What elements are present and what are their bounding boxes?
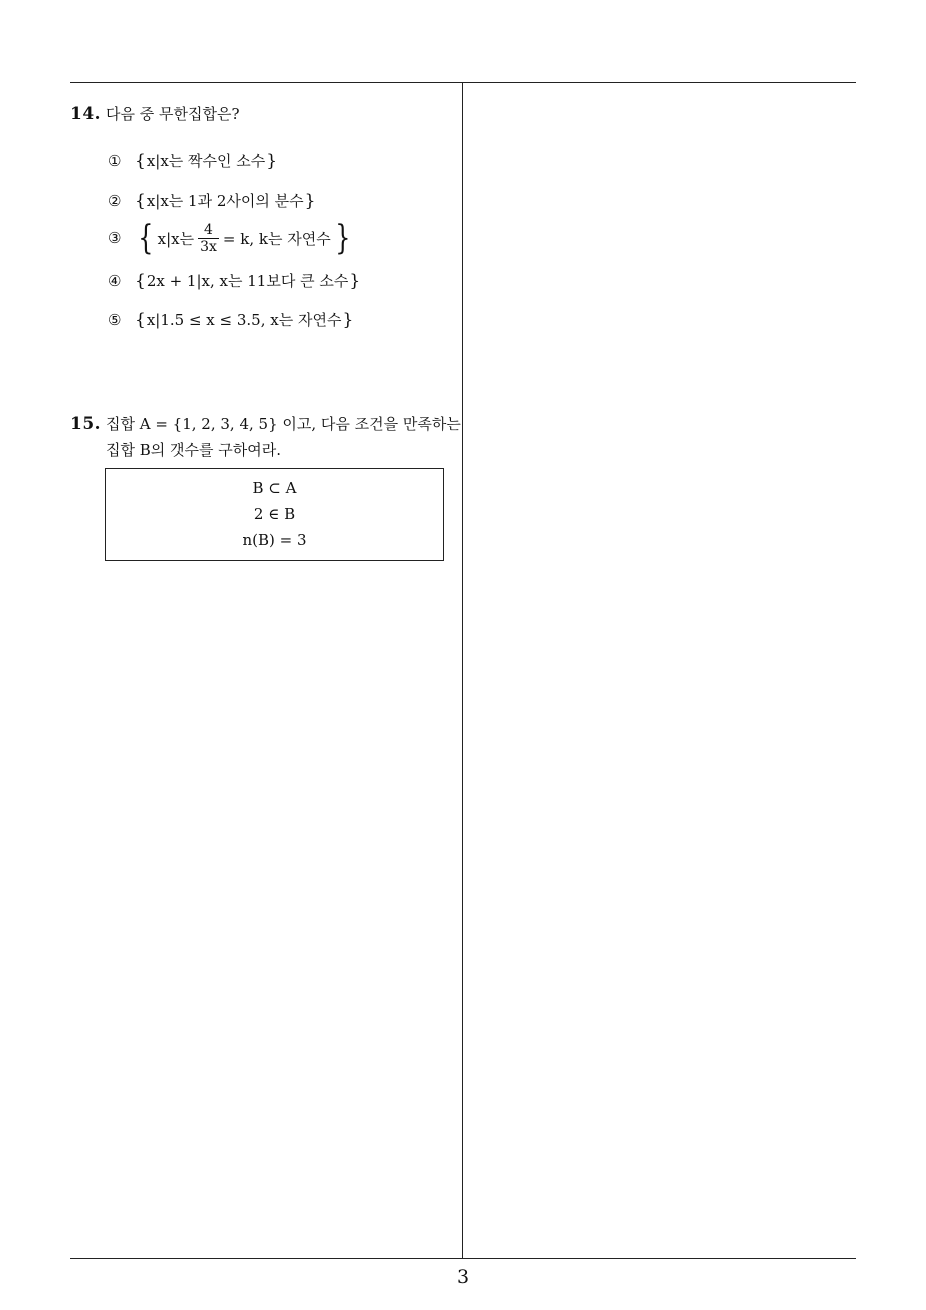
choice-5-mark: ⑤ bbox=[108, 310, 122, 329]
condition-box bbox=[105, 468, 444, 561]
condition-cardinality: n(B) = 3 bbox=[242, 531, 307, 549]
question-14-number: 14. bbox=[70, 104, 102, 124]
right-brace: } bbox=[342, 309, 354, 330]
condition-subset: B ⊂ A bbox=[252, 479, 297, 497]
question-15-number: 15. bbox=[70, 414, 102, 434]
top-rule bbox=[70, 82, 856, 83]
right-brace: } bbox=[349, 270, 361, 291]
right-brace: } bbox=[266, 150, 278, 171]
choice-3-text-post: = k, k는 자연수 bbox=[222, 229, 331, 248]
column-divider bbox=[462, 82, 463, 1258]
choice-1[interactable] bbox=[108, 150, 278, 171]
left-brace: { bbox=[135, 270, 146, 291]
right-brace: } bbox=[334, 218, 351, 258]
choice-3[interactable] bbox=[108, 218, 354, 258]
bottom-rule bbox=[70, 1258, 856, 1259]
fraction-numerator: 4 bbox=[204, 221, 213, 238]
left-brace: { bbox=[138, 218, 154, 258]
choice-2-mark: ② bbox=[108, 191, 122, 210]
question-15-line-2: 집합 B의 갯수를 구하여라. bbox=[106, 441, 281, 459]
left-brace: { bbox=[135, 309, 146, 330]
fraction bbox=[198, 222, 219, 255]
choice-5-text: x|1.5 ≤ x ≤ 3.5, x는 자연수 bbox=[146, 311, 342, 329]
choice-3-text-pre: x|x는 bbox=[157, 229, 195, 248]
condition-membership: 2 ∈ B bbox=[253, 505, 296, 523]
choice-2-text: x|x는 1과 2사이의 분수 bbox=[146, 192, 304, 210]
choice-2[interactable] bbox=[108, 190, 316, 211]
fraction-denominator: 3x bbox=[200, 238, 217, 255]
choice-1-text: x|x는 짝수인 소수 bbox=[146, 152, 266, 170]
choice-4[interactable] bbox=[108, 270, 361, 291]
choice-4-text: 2x + 1|x, x는 11보다 큰 소수 bbox=[146, 272, 349, 290]
question-15-line-1: 집합 A = {1, 2, 3, 4, 5} 이고, 다음 조건을 만족하는 bbox=[106, 415, 461, 433]
page-number: 3 bbox=[456, 1266, 470, 1288]
choice-4-mark: ④ bbox=[108, 271, 122, 290]
choice-1-mark: ① bbox=[108, 151, 122, 170]
question-14-prompt: 다음 중 무한집합은? bbox=[106, 105, 240, 123]
right-brace: } bbox=[304, 190, 316, 211]
left-brace: { bbox=[135, 150, 146, 171]
left-brace: { bbox=[135, 190, 146, 211]
choice-5[interactable] bbox=[108, 309, 354, 330]
choice-3-mark: ③ bbox=[108, 229, 122, 247]
